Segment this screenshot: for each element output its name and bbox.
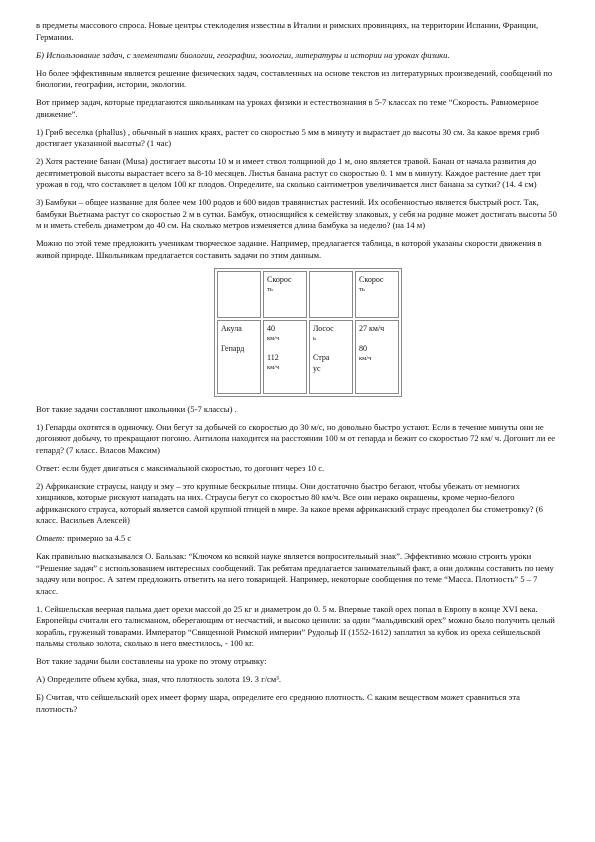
task-b: Б) Считая, что сейшельский орех имеет форму шара, определите его среднюю плотность. С каким веществом может сравниться эта плотность? [36, 692, 520, 714]
problem-1: 1) Гриб веселка (phallus) , обычный в наших краях, растет со скоростью 5 мм в минуту и вырастает до высоты 30 см. За какое время гриб достигает указанной высоты? (1 час) [36, 126, 540, 148]
student-problem-2: 2) Африканские страусы, нанду и эму – это крупные бескрылые птицы. Они достаточно быстро бегают, чтобы убежать от немногих хищников, которые рискуют нападать на них. Страусы бегут со скоростью 80 км/ч. Все они нерако окрашены, кроме черно-белого африканского страуса, который является самой крупной птицей в мире. За какое время африканский страус преодолел бы стометровку? (6 класс. Васильев Алексей) [36, 480, 543, 525]
speed-table [214, 268, 402, 397]
table-cell-empty [217, 271, 261, 318]
paragraph: в предметы массового спроса. Новые центры стеклоделия известны в Италии и римских провинциях, на территории Испании, Франции, Германии. [36, 20, 539, 42]
task-a: А) Определите объем кубка, зная, что плотность золота 19. 3 г/см³. [36, 674, 281, 684]
section-heading: Б) Использование задач, с элементами биологии, географии, зоологии, литературы и истории на уроках физики. [36, 49, 450, 60]
table-cell-empty [309, 271, 353, 318]
answer-1: Ответ: если будет двигаться с максимальной скоростью, то догонит через 10 с. [36, 462, 325, 473]
table-header-speed: Скорос ть [263, 271, 307, 318]
problem-3: 3) Бамбуки – общее название для более чем 100 родов и 600 видов травянистых растений. Их особенностью является быстрый рост. Так, бамбуки Вьетнама растут со скоростью 2 м в сутки. Бамбук, относящийся к семейству злаковых, у себя на родине может достигать высоты 50 м и иметь стебель диаметром до 40 см. На сколько метров изменяется длина бамбука за неделю? (на 14 м) [36, 197, 557, 230]
table-header-speed: Скорос ть [355, 271, 399, 318]
table-cell-speeds: 27 км/ч 80 км/ч [355, 320, 399, 394]
table-cell-animals: Акула Гепард [217, 320, 261, 394]
answer-text: примерно за 4.5 с [64, 533, 132, 543]
paragraph: Вот такие задачи составляют школьники (5-7 классы) . [36, 403, 237, 414]
answer-2 [36, 533, 559, 545]
paragraph: Вот пример задач, которые предлагаются школьникам на уроках физики и естествознания в 5-7 классах по теме “Скорость. Равномерное движение”. [36, 97, 539, 119]
table-cell-animals: Лосос ь Стра ус [309, 320, 353, 394]
paragraph: Как правильно высказывался О. Бальзак: “Ключом ко всякой науке является вопросительный знак”. Эффективно можно строить уроки “Решение задач” с использованием интересных сообщений. Так ребятам предлагается занимательный факт, а они должны составить по нему задачу или вопрос. А затем предложить ответить на него товарищей. Например, некоторые сообщения по теме “Масса. Плотность” 5 – 7 класс. [36, 551, 554, 596]
paragraph: Но более эффективным является решение физических задач, составленных на основе текстов из литературных произведений, сообщений по биологии, географии, истории, экологии. [36, 67, 553, 89]
document-page [36, 20, 559, 722]
table-cell-speeds: 40 км/ч 112 км/ч [263, 320, 307, 394]
problem-2: 2) Хотя растение банан (Musa) достигает высоты 10 м и имеет ствол толщиной до 1 м, оно является травой. Банан от начала развития до десятиметровой высоты вырастает всего за 8-10 месяцев. Листья банана растут со скоростью 0. 1 мм в минуту. Каждое растение дает три урожая в год, что составляет в целом 100 кг плодов. Определите, на сколько сантиметров увеличивается лист банана за сутки? (14. 4 см) [36, 156, 541, 189]
student-problem-1: 1) Гепарды охотятся в одиночку. Они бегут за добычей со скоростью до 30 м/с, но довольно быстро устают. Если в течение минуты они не догоняют добычу, то прекращают погоню. Антилопа находится на расстоянии 100 м от гепарда и бежит со скоростью 72 км/ ч. Догонит ли ее гепард? (7 класс. Власов Максим) [36, 421, 556, 455]
paragraph: Вот такие задачи были составлены на уроке по этому отрывку: [36, 656, 267, 666]
message-1: 1. Сейшельская веерная пальма дает орехи массой до 25 кг и диаметром до 0. 5 м. Впервые такой орех попал в Европу в конце XVI века. Европейцы считали его талисманом, оберегающим от несчастий, и высоко ценили: за один “мальдивский орех” можно было получить целый корабль, груженый товарами. Император “Священной Римской империи” Рудольф II (1552-1612) заплатил за кубок из ореха сейшельской пальмы столько золота, сколько в него вместилось, - 100 кг. [36, 603, 555, 648]
answer-label: Ответ: [36, 533, 65, 543]
paragraph: Можно по этой теме предложить ученикам творческое задание. Например, предлагается таблица, в которой указаны скорости движения в живой природе. Школьникам предлагается составить задачи по этим данным. [36, 238, 542, 260]
